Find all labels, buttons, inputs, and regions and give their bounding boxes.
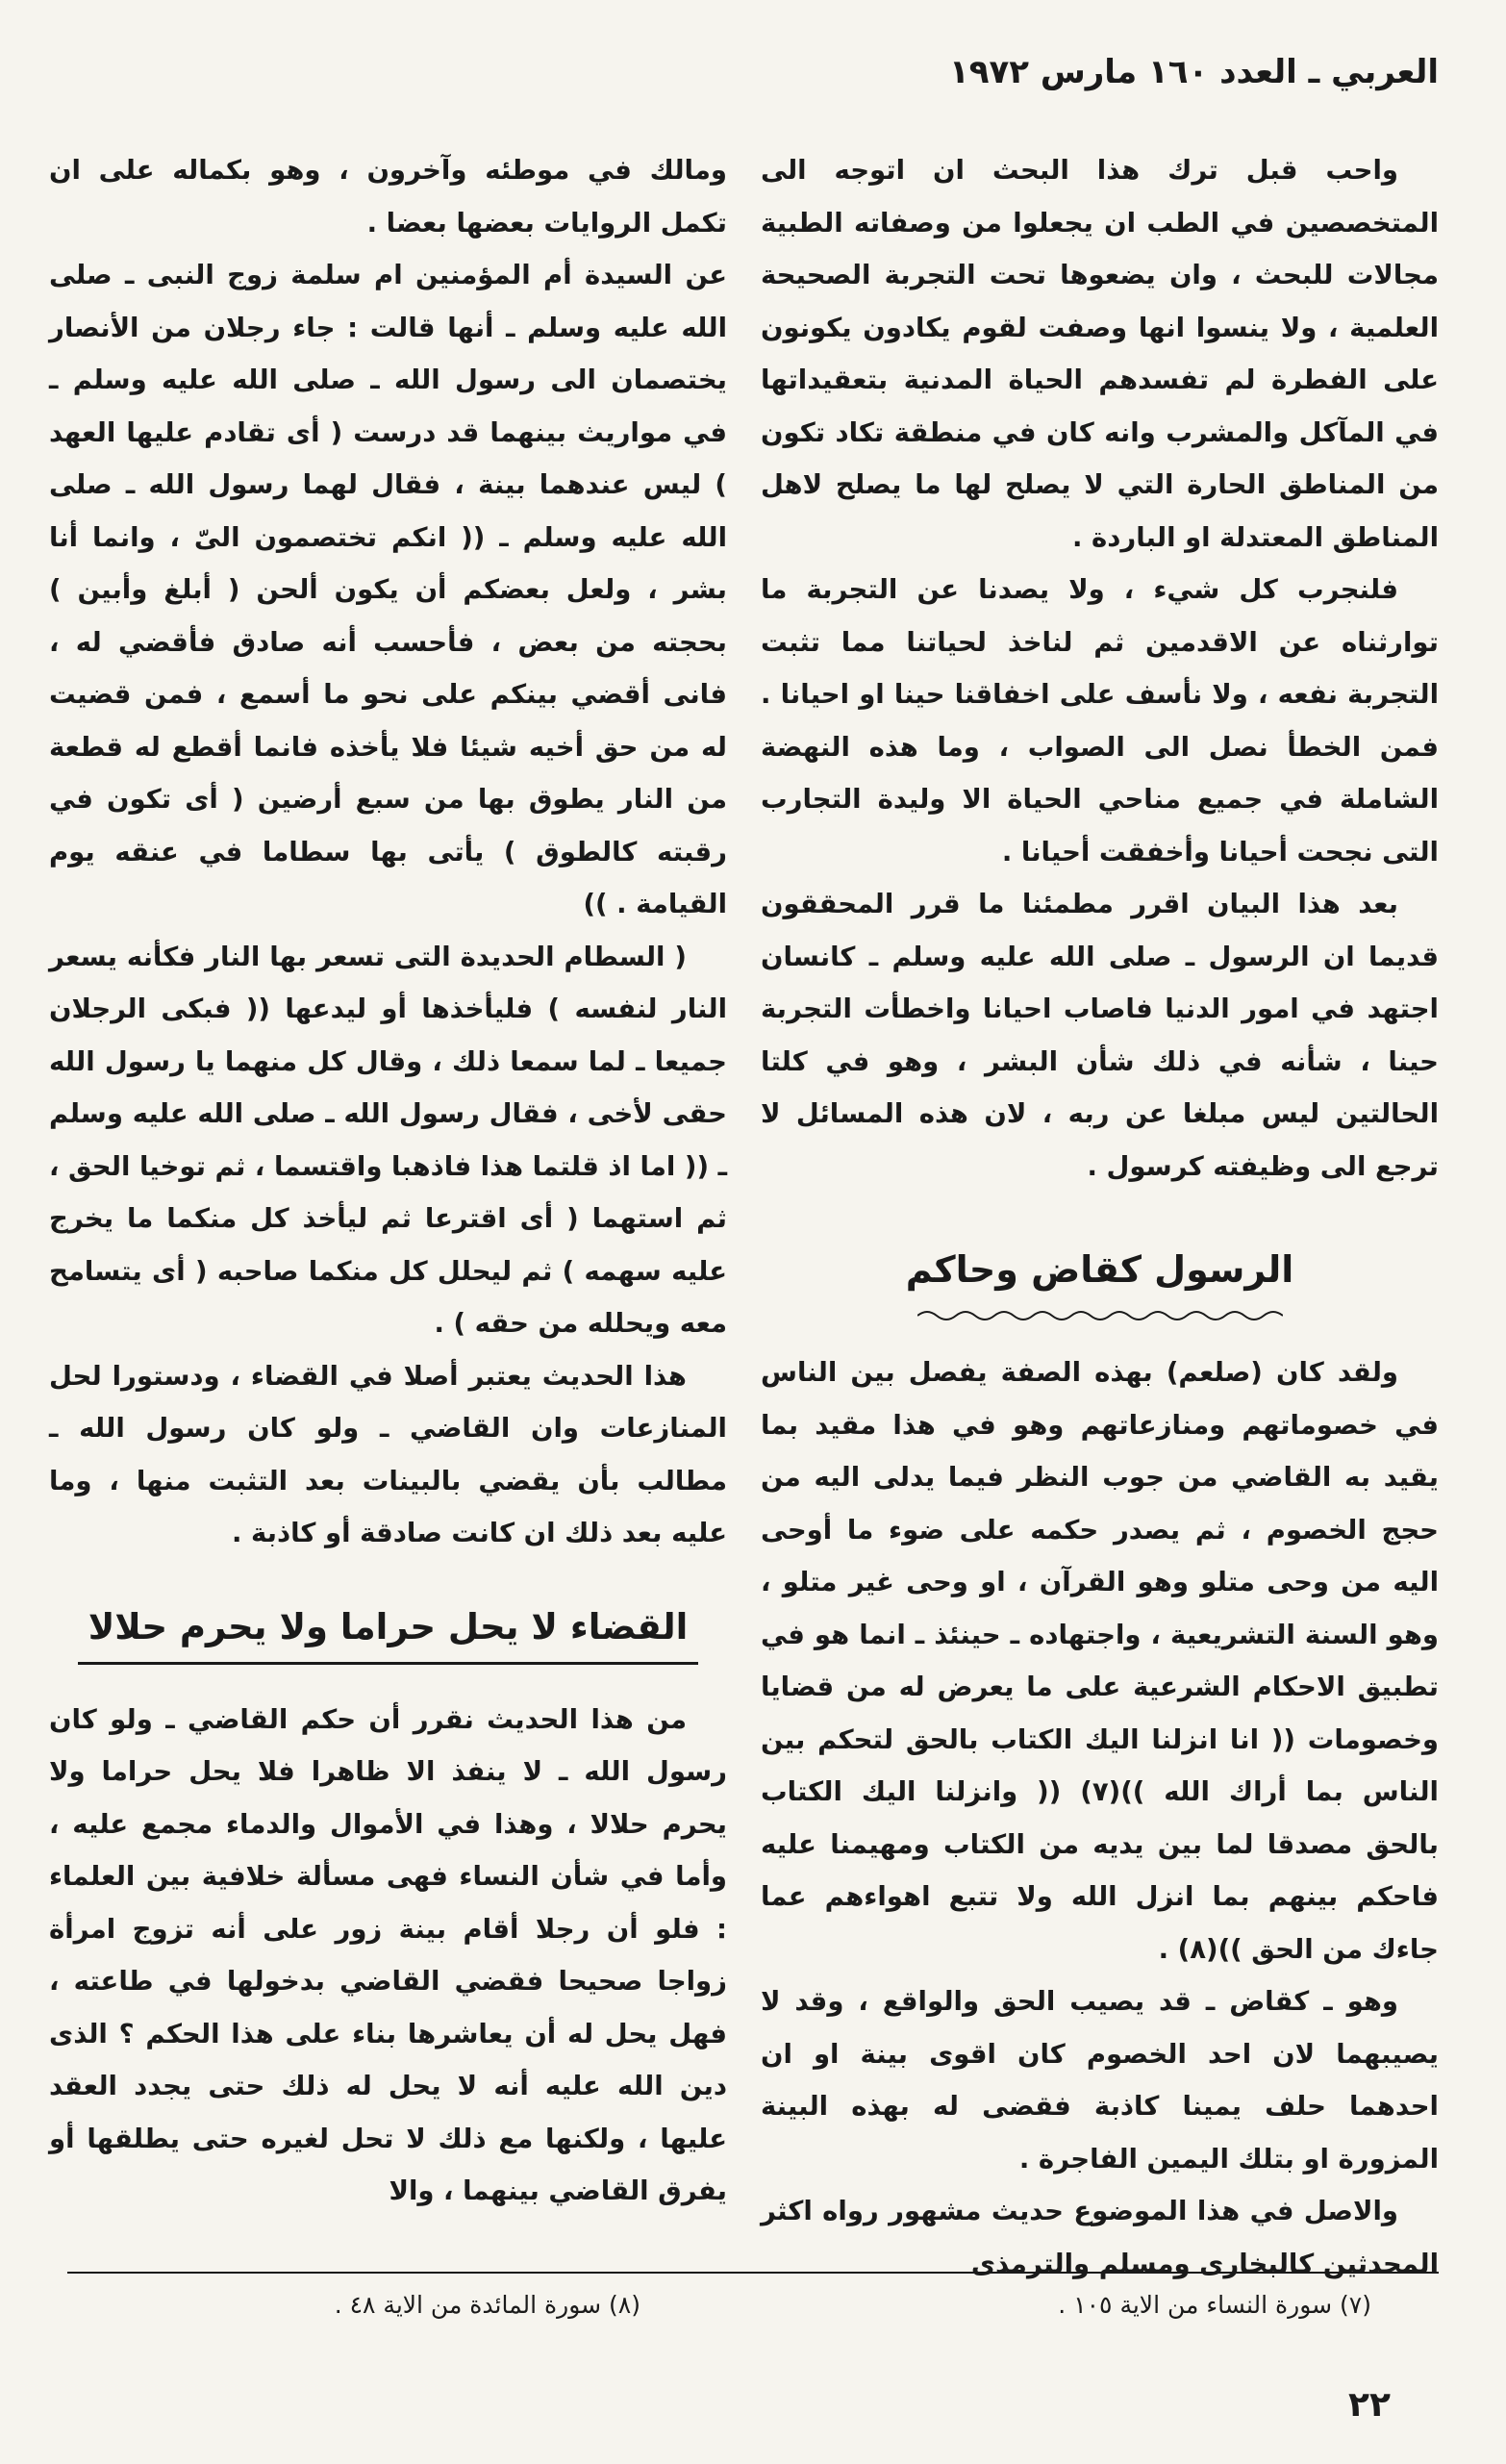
footnote-7: (٧) سورة النساء من الاية ١٠٥ .	[1058, 2291, 1371, 2319]
paragraph: هذا الحديث يعتبر أصلا في القضاء ، ودستورا لحل المنازعات وان القاضي ـ ولو كان رسول الله ـ مطالب بأن يقضي بالبينات بعد التثبت منها ، وما عليه بعد ذلك ان كانت صادقة أو كاذبة .	[49, 1360, 727, 1548]
paragraph: بعد هذا البيان اقرر مطمئنا ما قرر المحققون قديما ان الرسول ـ صلى الله عليه وسلم ـ كانسان اجتهد في امور الدنيا فاصاب احيانا واخطأت التجربة حينا ، شأنه في ذلك شأن البشر ، وهو في كلتا الحالتين ليس مبلغا عن ربه ، لان هذه المسائل لا ترجع الى وظيفته كرسول .	[761, 889, 1439, 1182]
paragraph: واحب قبل ترك هذا البحث ان اتوجه الى المتخصصين في الطب ان يجعلوا من وصفاته الطبية مجالات للبحث ، وان يضعوها تحت التجربة الصحيحة العلمية ، ولا ينسوا انها وصفت لقوم يكادون يكونون على الفطرة لم تفسدهم الحياة المدنية بتعقيداتها في المآكل والمشرب وانه كان في منطقة تكاد تكون من المناطق الحارة التي لا يصلح لها ما يصلح لاهل المناطق المعتدلة او الباردة .	[761, 155, 1439, 553]
right-column	[761, 144, 1439, 2290]
section-heading-judgment: القضاء لا يحل حراما ولا يحرم حلالا	[78, 1598, 698, 1665]
paragraph: ولقد كان (صلعم) بهذه الصفة يفصل بين الناس في خصوماتهم ومنازعاتهم وهو في هذا مقيد بما يقيد به القاضي من جوب النظر فيما يدلى اليه من حجج الخصوم ، ثم يصدر حكمه على ضوء ما أوحى اليه من وحى متلو وهو القرآن ، او وحى غير متلو ، وهو السنة التشريعية ، واجتهاده ـ حينئذ ـ انما هو في تطبيق الاحكام الشرعية على ما يعرض له من قضايا وخصومات (( انا انزلنا اليك الكتاب بالحق لتحكم بين الناس بما أراك الله ))(٧) (( وانزلنا اليك الكتاب بالحق مصدقا لما بين يديه من الكتاب ومهيمنا عليه فاحكم بينهم بما انزل الله ولا تتبع اهواءهم عما جاءك من الحق ))(٨) .	[761, 1357, 1439, 1965]
footnote-divider	[67, 2272, 1439, 2274]
paragraph: عن السيدة أم المؤمنين ام سلمة زوج النبى ـ صلى الله عليه وسلم ـ أنها قالت : جاء رجلان من الأنصار يختصمان الى رسول الله ـ صلى الله عليه وسلم ـ في مواريث بينهما قد درست ( أى تقادم عليها العهد ) ليس عندهما بينة ، فقال لهما رسول الله ـ صلى الله عليه وسلم ـ (( انكم تختصمون الىّ ، وانما أنا بشر ، ولعل بعضكم أن يكون ألحن ( أبلغ وأبين ) بحجته من بعض ، فأحسب أنه صادق فأقضي له ، فانى أقضي بينكم على نحو ما أسمع ، فمن قضيت له من حق أخيه شيئا فلا يأخذه فانما أقطع له قطعة من النار يطوق بها من سبع أرضين ( أى تكون في رقبته كالطوق ) يأتى بها سطاما في عنقه يوم القيامة . ))	[49, 260, 727, 919]
paragraph: فلنجرب كل شيء ، ولا يصدنا عن التجربة ما توارثناه عن الاقدمين ثم لناخذ لحياتنا مما تثبت التجربة نفعه ، ولا نأسف على اخفاقنا حينا او احيانا . فمن الخطأ نصل الى الصواب ، وما هذه النهضة الشاملة في جميع مناحي الحياة الا وليدة التجارب التى نجحت أحيانا وأخفقت أحيانا .	[761, 574, 1439, 867]
page-number: ٢٢	[1348, 2385, 1391, 2425]
paragraph: من هذا الحديث نقرر أن حكم القاضي ـ ولو كان رسول الله ـ لا ينفذ الا ظاهرا فلا يحل حراما ولا يحرم حلالا ، وهذا في الأموال والدماء مجمع عليه ، وأما في شأن النساء فهى مسألة خلافية بين العلماء : فلو أن رجلا أقام بينة زور على أنه تزوج امرأة زواجا صحيحا فقضي القاضي بدخولها في طاعته ، فهل يحل له أن يعاشرها بناء على هذا الحكم ؟ الذى دين الله عليه أنه لا يحل له ذلك حتى يجدد العقد عليها ، ولكنها مع ذلك لا تحل لغيره حتى يطلقها أو يفرق القاضي بينهما ، والا	[49, 1703, 727, 2206]
paragraph: والاصل في هذا الموضوع حديث مشهور رواه اكثر المحدثين كالبخارى ومسلم والترمذى	[761, 2196, 1439, 2279]
running-header: العربي ـ العدد ١٦٠ مارس ١٩٧٢	[948, 53, 1439, 91]
footnote-8: (٨) سورة المائدة من الاية ٤٨ .	[334, 2291, 640, 2319]
section-heading-text: الرسول كقاض وحاكم	[905, 1248, 1294, 1291]
paragraph: ( السطام الحديدة التى تسعر بها النار فكأنه يسعر النار لنفسه ) فليأخذها أو ليدعها (( فبكى الرجلان جميعا ـ لما سمعا ذلك ، وقال كل منهما يا رسول الله حقى لأخى ، فقال رسول الله ـ صلى الله عليه وسلم ـ (( اما اذ قلتما هذا فاذهبا واقتسما ، ثم توخيا الحق ، ثم استهما ( أى اقترعا ثم ليأخذ كل منكما ما يخرج عليه سهمه ) ثم ليحلل كل منكما صاحبه ( أى يتسامح معه ويحلله من حقه ) .	[49, 941, 727, 1339]
section-heading-prophet-as-judge	[761, 1241, 1439, 1323]
paragraph: ومالك في موطئه وآخرون ، وهو بكماله على ان تكمل الروايات بعضها بعضا .	[49, 155, 727, 239]
decorative-underline	[917, 1308, 1283, 1323]
paragraph: وهو ـ كقاض ـ قد يصيب الحق والواقع ، وقد لا يصيبهما لان احد الخصوم كان اقوى بينة او ان احدهما حلف يمينا كاذبة فقضى له بهذه البينة المزورة او بتلك اليمين الفاجرة .	[761, 1986, 1439, 2175]
left-column	[49, 144, 727, 2218]
